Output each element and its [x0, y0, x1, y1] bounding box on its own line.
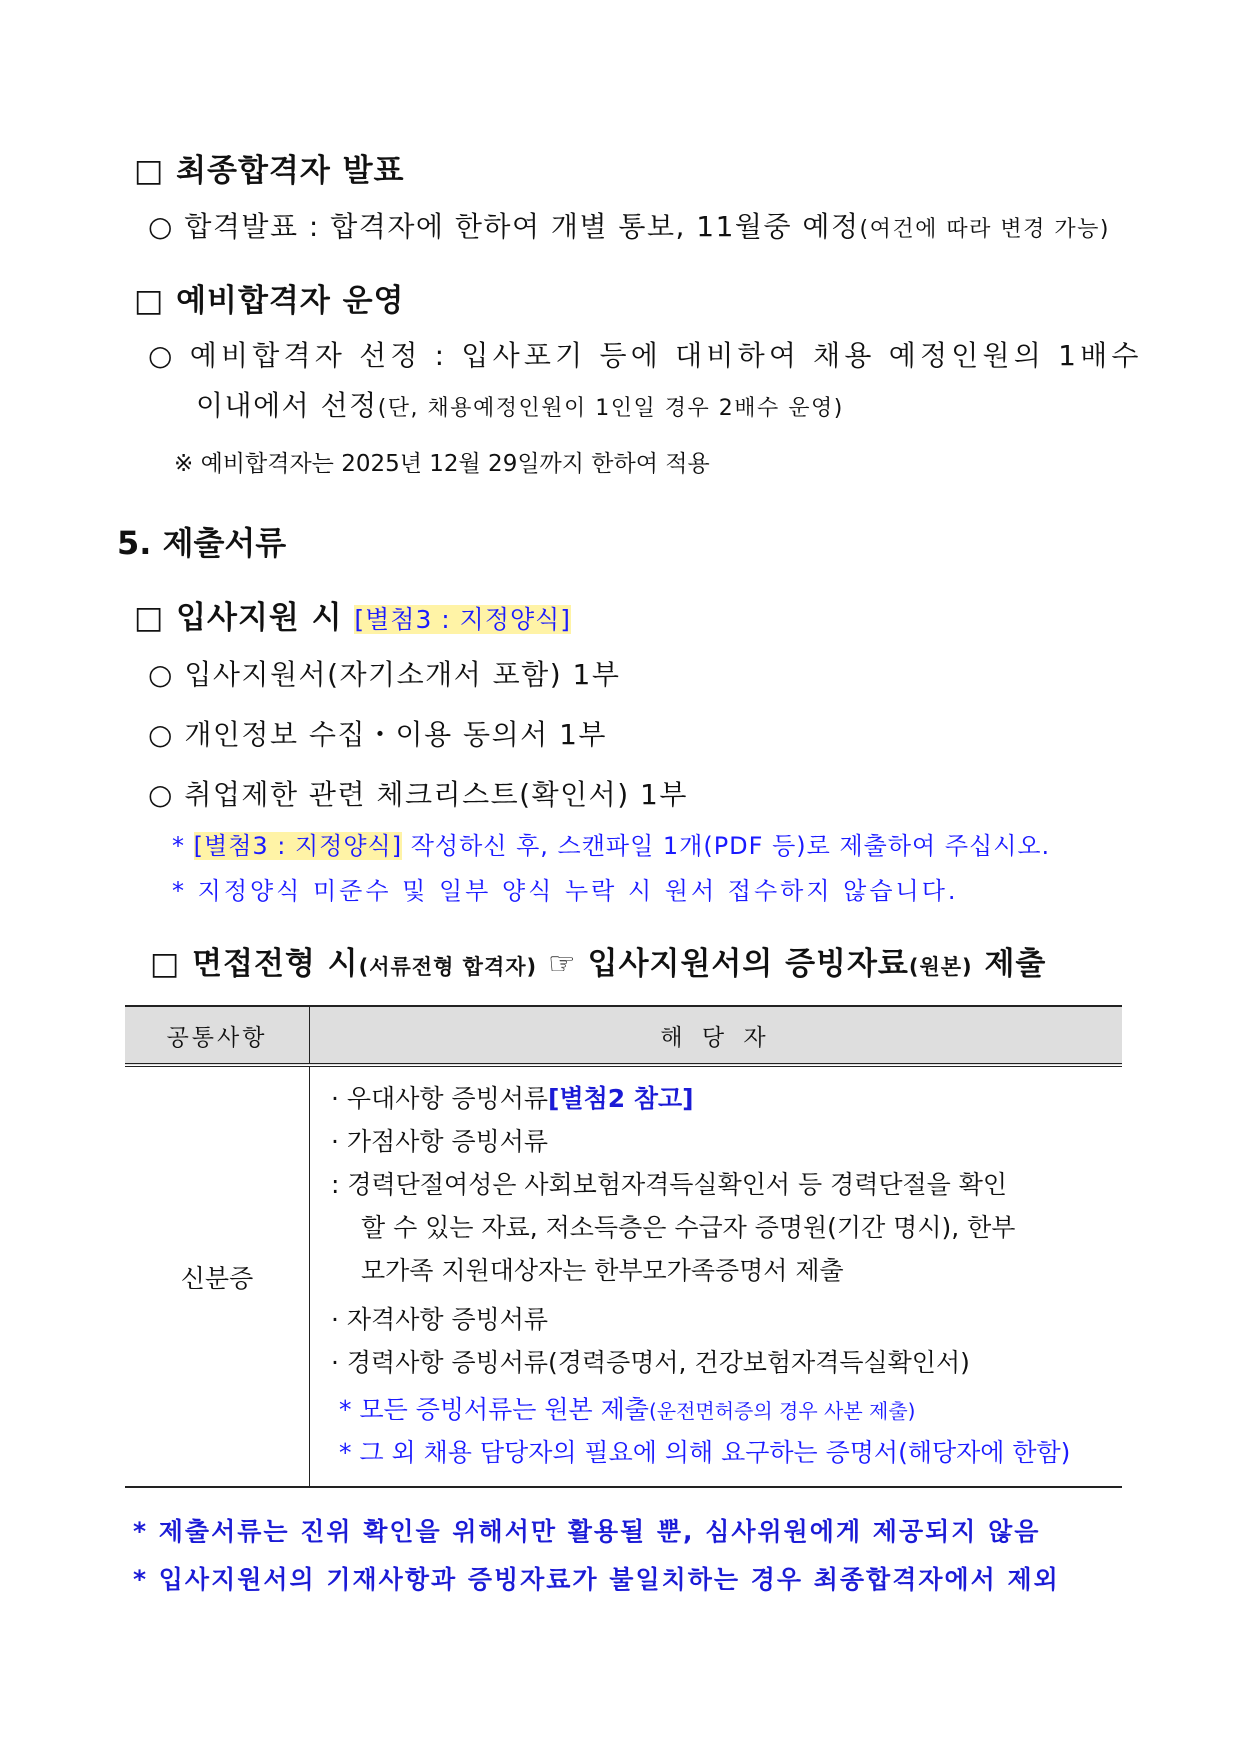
final-announce-text: ○ 합격발표 : 합격자에 한하여 개별 통보, 11월중 예정: [148, 210, 860, 243]
footer-note-1: * 제출서류는 진위 확인을 위해서만 활용될 뿐, 심사위원에게 제공되지 않음: [133, 1517, 1041, 1546]
table-cell-details: [310, 1065, 1123, 1487]
reserve-note: ※ 예비합격자는 2025년 12월 29일까지 한하여 적용: [174, 451, 710, 477]
interview-note: (서류전형 합격자): [358, 955, 538, 979]
detail-bonus-desc-3: 모가족 지원대상자는 한부모가족증명서 제출: [361, 1256, 844, 1285]
final-announce-heading: □ 최종합격자 발표: [134, 153, 405, 189]
detail-preference: [311, 1077, 1121, 1120]
detail-preference-text: · 우대사항 증빙서류: [331, 1084, 549, 1113]
table-header-common: 공통사항: [125, 1006, 310, 1065]
reserve-line2: [196, 384, 844, 424]
detail-bonus-desc-2: 할 수 있는 자료, 저소득층은 수급자 증명원(기간 명시), 한부: [361, 1213, 1016, 1242]
detail-bonus: · 가점사항 증빙서류: [331, 1127, 549, 1156]
apply-heading: □ 입사지원 시: [134, 600, 343, 636]
final-announce-line: [148, 205, 1110, 245]
detail-career: · 경력사항 증빙서류(경력증명서, 건강보험자격득실확인서): [331, 1348, 970, 1377]
apply-star-note-2: * 지정양식 미준수 및 일부 양식 누락 시 원서 접수하지 않습니다.: [172, 877, 959, 905]
interview-heading: □ 면접전형 시: [150, 946, 359, 982]
table-header-row: [125, 1006, 1122, 1065]
interview-end: 제출: [972, 946, 1047, 982]
apply-heading-line: [134, 592, 571, 637]
detail-star-original: [311, 1388, 1121, 1431]
star1-rest: 작성하신 후, 스캔파일 1개(PDF 등)로 제출하여 주십시오.: [402, 832, 1051, 860]
detail-star-other: * 그 외 채용 담당자의 필요에 의해 요구하는 증명서(해당자에 한함): [339, 1438, 1071, 1467]
detail-bonus-desc-1: : 경력단절여성은 사회보험자격득실확인서 등 경력단절을 확인: [331, 1170, 1008, 1199]
interview-original: (원본): [908, 955, 973, 979]
apply-item-1: ○ 입사지원서(자기소개서 포함) 1부: [148, 658, 621, 691]
pointing-hand-icon: ☞: [537, 946, 588, 982]
apply-item-2: ○ 개인정보 수집・이용 동의서 1부: [148, 718, 607, 751]
apply-tag: [별첨3 : 지정양식]: [354, 605, 572, 634]
documents-table: [125, 1005, 1122, 1488]
reserve-line1: ○ 예비합격자 선정 : 입사포기 등에 대비하여 채용 예정인원의 1배수: [148, 339, 1143, 372]
section-title: 5. 제출서류: [117, 524, 287, 562]
apply-item-3: ○ 취업제한 관련 체크리스트(확인서) 1부: [148, 778, 688, 811]
table-row: [125, 1065, 1122, 1487]
interview-rest: 입사지원서의 증빙자료: [587, 946, 909, 982]
detail-star-original-text: * 모든 증빙서류는 원본 제출: [339, 1395, 649, 1424]
star1-tag: [별첨3 : 지정양식]: [193, 832, 403, 860]
detail-star-original-note: (운전면허증의 경우 사본 제출): [648, 1399, 916, 1423]
table-header-target: 해 당 자: [310, 1006, 1123, 1065]
detail-qualification: · 자격사항 증빙서류: [331, 1305, 549, 1334]
star1-prefix: *: [172, 832, 194, 860]
reserve-line2-note: (단, 채용예정인원이 1인일 경우 2배수 운영): [377, 396, 844, 421]
footer-note-2: * 입사지원서의 기재사항과 증빙자료가 불일치하는 경우 최종합격자에서 제외: [133, 1565, 1060, 1594]
apply-star-note-1: [172, 826, 1050, 861]
final-announce-note: (여건에 따라 변경 가능): [859, 217, 1110, 242]
interview-heading-line: [150, 938, 1046, 983]
table-cell-id: 신분증: [125, 1065, 310, 1487]
detail-preference-tag: [별첨2 참고]: [548, 1084, 694, 1113]
reserve-line2-text: 이내에서 선정: [196, 389, 378, 422]
reserve-heading: □ 예비합격자 운영: [134, 283, 405, 319]
